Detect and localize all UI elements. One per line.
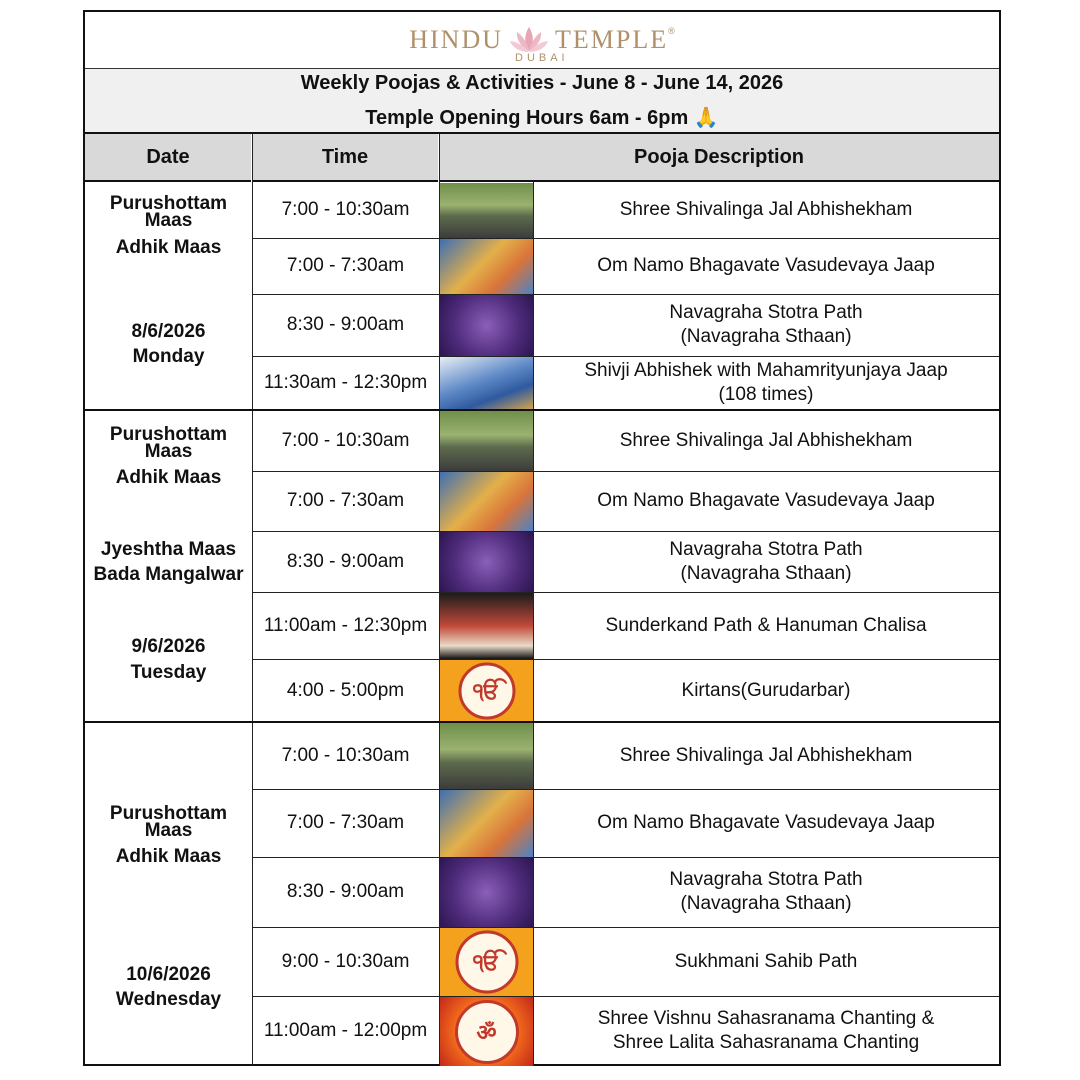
description-cell (533, 592, 999, 659)
date-label: 9/6/2026 (131, 636, 206, 657)
date-label: Bada Mangalwar (93, 564, 244, 585)
opening-hours: Temple Opening Hours 6am - 6pm 🙏 (365, 107, 719, 129)
description-line: Om Namo Bhagavate Vasudevaya Jaap (597, 812, 935, 833)
description-cell (533, 294, 999, 356)
time-cell: 7:00 - 10:30am (281, 199, 410, 220)
description-line: Navagraha Stotra Path (669, 302, 863, 323)
date-label: Adhik Maas (115, 467, 222, 488)
shiva-icon (440, 357, 533, 410)
logo-subtitle: DUBAI (515, 52, 569, 64)
time-cell: 11:00am - 12:30pm (263, 614, 428, 636)
navagraha-icon (440, 858, 533, 927)
date-label: Wednesday (115, 989, 222, 1010)
date-label: Purushottam (109, 803, 228, 824)
temple-logo (85, 12, 999, 68)
time-cell: 8:30 - 9:00am (286, 881, 405, 902)
description-line: Om Namo Bhagavate Vasudevaya Jaap (597, 255, 935, 276)
description-cell (533, 238, 999, 294)
om-icon (440, 997, 533, 1066)
description-line: Sukhmani Sahib Path (674, 950, 858, 972)
description-line: Kirtans(Gurudarbar) (681, 679, 851, 701)
shivalinga-icon (440, 183, 533, 238)
time-cell: 7:00 - 10:30am (281, 744, 410, 766)
description-line: Shivji Abhishek with Mahamrityunjaya Jaap (584, 360, 948, 381)
time-cell: 11:00am - 12:00pm (263, 1020, 428, 1041)
navagraha-icon (440, 532, 533, 592)
khanda-icon (440, 928, 533, 996)
date-label: Adhik Maas (115, 846, 222, 867)
description-cell (533, 182, 999, 238)
date-label: 8/6/2026 (131, 321, 206, 342)
description-cell (533, 789, 999, 857)
description-line: Om Namo Bhagavate Vasudevaya Jaap (597, 490, 935, 511)
date-label: Adhik Maas (115, 237, 222, 258)
description-line: Shree Shivalinga Jal Abhishekham (619, 429, 913, 451)
description-cell (533, 659, 999, 722)
shivalinga-icon (440, 723, 533, 789)
description-line: Navagraha Stotra Path (669, 869, 863, 890)
description-cell (533, 356, 999, 410)
description-line: Shree Shivalinga Jal Abhishekham (619, 744, 913, 766)
time-cell: 7:00 - 10:30am (281, 429, 410, 451)
time-cell: 8:30 - 9:00am (286, 550, 405, 572)
description-cell (533, 857, 999, 927)
time-cell: 7:00 - 7:30am (286, 812, 405, 833)
vishnu-icon (440, 790, 533, 857)
column-header-description: Pooja Description (439, 134, 999, 182)
khanda-icon (440, 660, 533, 722)
logo-word-left: HINDU (409, 25, 503, 54)
date-label: Purushottam (109, 193, 228, 214)
description-cell (533, 531, 999, 592)
description-cell (533, 927, 999, 996)
date-label: Maas (144, 210, 193, 231)
date-label: Jyeshtha Maas (100, 539, 237, 560)
description-line: Shree Shivalinga Jal Abhishekham (619, 199, 913, 220)
description-line: Sunderkand Path & Hanuman Chalisa (605, 614, 927, 636)
description-line: Shree Lalita Sahasranama Chanting (612, 1032, 920, 1053)
description-cell (533, 722, 999, 789)
date-label: 10/6/2026 (126, 964, 211, 985)
time-cell: 9:00 - 10:30am (281, 950, 410, 972)
logo-word-right: TEMPLE (555, 25, 669, 54)
time-cell: 7:00 - 7:30am (286, 490, 405, 511)
time-cell: 11:30am - 12:30pm (263, 372, 428, 393)
schedule-frame (83, 10, 1001, 1066)
registered-mark: ® (668, 26, 675, 36)
hanuman-icon (440, 593, 533, 659)
khanda-symbol: ੴ (455, 931, 518, 994)
description-cell (533, 996, 999, 1066)
date-label: Tuesday (130, 662, 207, 683)
description-cell (533, 471, 999, 531)
shivalinga-icon (440, 411, 533, 471)
description-line: Shree Vishnu Sahasranama Chanting & (597, 1008, 935, 1029)
time-cell: 4:00 - 5:00pm (286, 679, 405, 701)
khanda-symbol: ੴ (458, 663, 515, 720)
description-line: Navagraha Stotra Path (669, 538, 863, 560)
date-label: Maas (144, 441, 193, 462)
schedule-banner (85, 68, 999, 134)
om-symbol: ॐ (455, 1000, 519, 1064)
description-line: (Navagraha Sthaan) (680, 893, 852, 914)
description-line: (Navagraha Sthaan) (680, 562, 852, 584)
date-label: Purushottam (109, 424, 228, 445)
column-header-date: Date (85, 134, 251, 182)
time-cell: 8:30 - 9:00am (286, 314, 405, 335)
vishnu-icon (440, 239, 533, 294)
navagraha-icon (440, 295, 533, 356)
description-cell (533, 410, 999, 471)
schedule-title: Weekly Poojas & Activities - June 8 - June 14, 2026 (300, 72, 784, 94)
date-label: Monday (132, 346, 205, 367)
column-header-time: Time (252, 134, 438, 182)
vishnu-icon (440, 472, 533, 531)
description-line: (Navagraha Sthaan) (680, 326, 852, 347)
description-line: (108 times) (718, 384, 814, 405)
time-cell: 7:00 - 7:30am (286, 255, 405, 276)
date-label: Maas (144, 820, 193, 841)
